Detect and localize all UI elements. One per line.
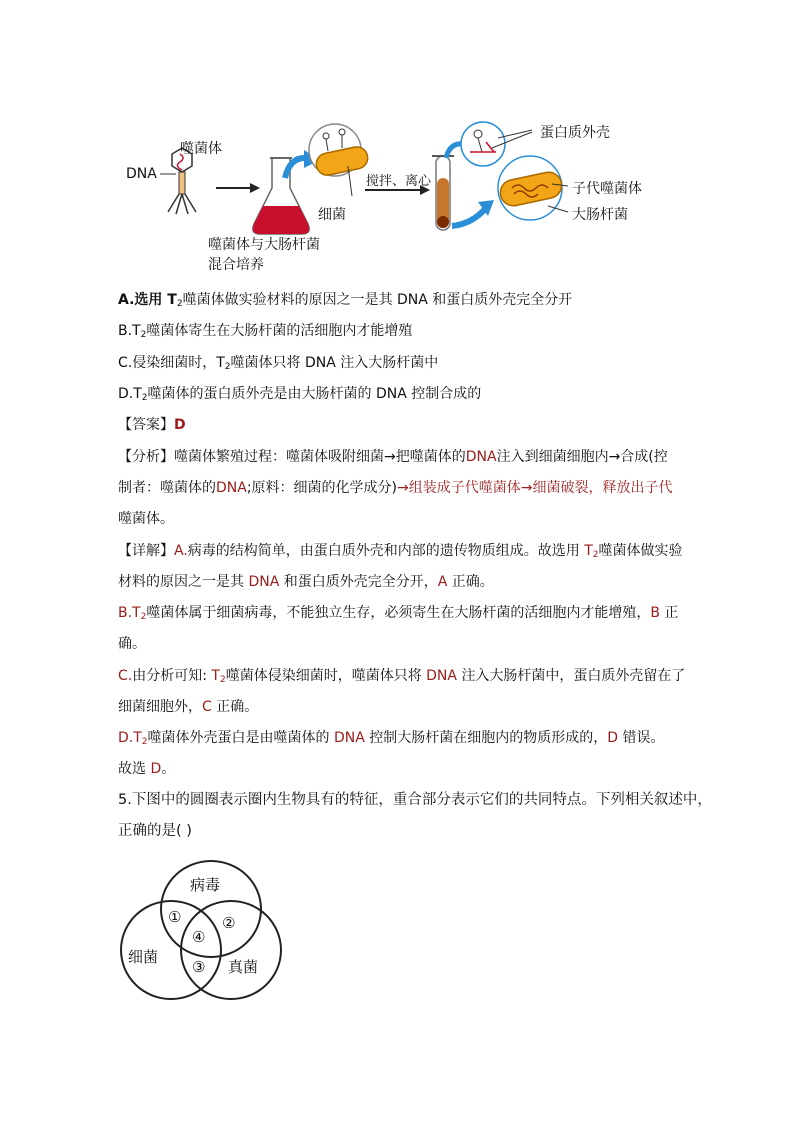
label-ecoli: 大肠杆菌 [572,207,628,223]
venn-region-3: ③ [192,958,206,976]
venn-label-fungi: 真菌 [228,958,259,976]
arrow-right-icon [216,183,260,193]
label-dna: DNA [126,166,157,182]
question5-line2: 正确的是( ) [118,823,192,839]
venn-region-2: ② [222,914,236,932]
detail-c-line1: C.由分析可知: $T_2$噬菌体侵染细菌时，噬菌体只将 DNA 注入大肠杆菌中，蛋白质外壳留在了 [118,668,686,685]
magnified-bacterium-icon [309,124,370,196]
flask-icon [253,158,309,234]
label-mix-line1: 噬菌体与大肠杆菌 [208,237,320,253]
analysis-line2: 制者：噬菌体的DNA;原料：细菌的化学成分)→组装成子代噬菌体→细菌破裂，释放出子代 [118,480,673,496]
label-coat: 蛋白质外壳 [540,125,610,141]
label-mix-line2: 混合培养 [208,257,264,273]
label-bacteria: 细菌 [318,207,346,223]
detail-d-line: $D.T_2$噬菌体外壳蛋白是由噬菌体的 DNA 控制大肠杆菌在细胞内的物质形成的，D 错误。 [118,730,665,747]
venn-region-1: ① [168,908,182,926]
analysis-line1: 【分析】噬菌体繁殖过程：噬菌体吸附细菌→把噬菌体的DNA注入到细菌细胞内→合成(控 [118,449,668,465]
phage-experiment-diagram [120,118,660,278]
label-progeny: 子代噬菌体 [572,181,642,197]
progeny-bacterium-icon [498,156,568,220]
blue-arrow-icon [452,208,486,226]
answer-value: D [174,417,186,433]
option-b: $B.T_2$噬菌体寄生在大肠杆菌的活细胞内才能增殖 [118,323,413,340]
analysis-line3: 噬菌体。 [118,511,174,527]
question5-line1: 5.下图中的圆圈表示圈内生物具有的特征，重合部分表示它们的共同特点。下列相关叙述中， [118,792,712,808]
answer-line [118,415,186,435]
option-a: A.选用 $T_2$噬菌体做实验材料的原因之一是其 DNA 和蛋白质外壳完全分开 [118,292,573,309]
detail-b-line2: 确。 [118,636,146,652]
venn-diagram [118,858,288,1003]
test-tube-icon [432,156,454,230]
detail-c-line2: 细菌细胞外，C 正确。 [118,699,259,715]
label-phage: 噬菌体 [180,141,222,157]
option-c: C.侵染细菌时，$T_2$噬菌体只将 DNA 注入大肠杆菌中 [118,355,439,372]
venn-label-virus: 病毒 [190,876,221,894]
detail-a-line1: 【详解】A.病毒的结构简单，由蛋白质外壳和内部的遗传物质组成。故选用 $T_2$噬菌体做实验 [118,543,683,560]
detail-a-line2: 材料的原因之一是其 DNA 和蛋白质外壳完全分开，A 正确。 [118,574,494,590]
label-stir: 搅拌、离心 [366,174,432,189]
venn-label-bacteria: 细菌 [128,948,159,966]
answer-tag: 【答案】 [118,417,174,433]
option-d: $D.T_2$噬菌体的蛋白质外壳是由大肠杆菌的 DNA 控制合成的 [118,386,482,403]
conclusion-line: 故选 D。 [118,761,176,777]
detail-b-line1: $B.T_2$噬菌体属于细菌病毒，不能独立生存，必须寄生在大肠杆菌的活细胞内才能增殖，B 正 [118,605,679,622]
venn-region-4: ④ [192,928,206,946]
